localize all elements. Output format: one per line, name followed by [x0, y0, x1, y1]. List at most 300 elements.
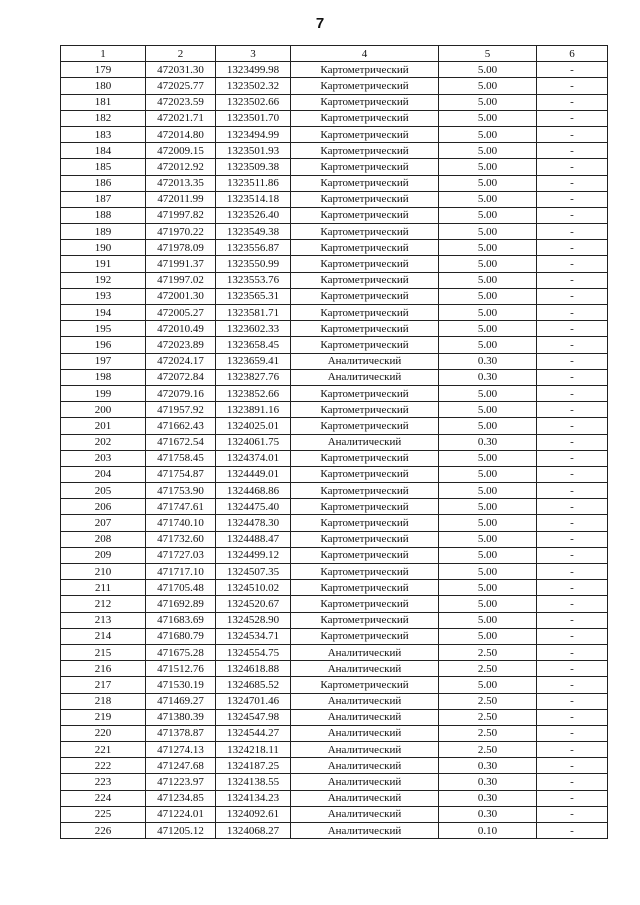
point-number-cell: 215	[61, 644, 146, 660]
point-number-cell: 209	[61, 547, 146, 563]
column-header-5: 5	[439, 46, 537, 62]
page-number: 7	[315, 15, 325, 32]
point-number-cell: 182	[61, 110, 146, 126]
method-cell: Картометрический	[291, 288, 439, 304]
method-cell: Картометрический	[291, 418, 439, 434]
note-cell: -	[537, 337, 608, 353]
y-coordinate-cell: 1323526.40	[216, 207, 291, 223]
note-cell: -	[537, 402, 608, 418]
point-number-cell: 208	[61, 531, 146, 547]
method-cell: Аналитический	[291, 434, 439, 450]
note-cell: -	[537, 483, 608, 499]
y-coordinate-cell: 1324138.55	[216, 774, 291, 790]
method-cell: Аналитический	[291, 353, 439, 369]
note-cell: -	[537, 175, 608, 191]
y-coordinate-cell: 1323549.38	[216, 224, 291, 240]
accuracy-cell: 5.00	[439, 564, 537, 580]
accuracy-cell: 5.00	[439, 418, 537, 434]
method-cell: Аналитический	[291, 758, 439, 774]
x-coordinate-cell: 472010.49	[146, 321, 216, 337]
x-coordinate-cell: 472079.16	[146, 385, 216, 401]
table-row	[61, 693, 608, 709]
point-number-cell: 223	[61, 774, 146, 790]
x-coordinate-cell: 471747.61	[146, 499, 216, 515]
method-cell: Картометрический	[291, 224, 439, 240]
y-coordinate-cell: 1324478.30	[216, 515, 291, 531]
note-cell: -	[537, 224, 608, 240]
x-coordinate-cell: 471274.13	[146, 742, 216, 758]
point-number-cell: 206	[61, 499, 146, 515]
y-coordinate-cell: 1324544.27	[216, 725, 291, 741]
method-cell: Картометрический	[291, 110, 439, 126]
y-coordinate-cell: 1324547.98	[216, 709, 291, 725]
point-number-cell: 226	[61, 823, 146, 839]
y-coordinate-cell: 1323511.86	[216, 175, 291, 191]
y-coordinate-cell: 1324534.71	[216, 628, 291, 644]
x-coordinate-cell: 471205.12	[146, 823, 216, 839]
y-coordinate-cell: 1323514.18	[216, 191, 291, 207]
point-number-cell: 219	[61, 709, 146, 725]
table-row	[61, 823, 608, 839]
method-cell: Картометрический	[291, 515, 439, 531]
method-cell: Картометрический	[291, 450, 439, 466]
point-number-cell: 195	[61, 321, 146, 337]
accuracy-cell: 5.00	[439, 143, 537, 159]
x-coordinate-cell: 471675.28	[146, 644, 216, 660]
note-cell: -	[537, 191, 608, 207]
x-coordinate-cell: 471754.87	[146, 466, 216, 482]
note-cell: -	[537, 547, 608, 563]
table-row	[61, 758, 608, 774]
accuracy-cell: 5.00	[439, 224, 537, 240]
note-cell: -	[537, 693, 608, 709]
table-row	[61, 78, 608, 94]
table-header-row	[61, 46, 608, 62]
point-number-cell: 222	[61, 758, 146, 774]
note-cell: -	[537, 661, 608, 677]
table-row	[61, 709, 608, 725]
accuracy-cell: 5.00	[439, 628, 537, 644]
point-number-cell: 214	[61, 628, 146, 644]
x-coordinate-cell: 471732.60	[146, 531, 216, 547]
x-coordinate-cell: 472023.59	[146, 94, 216, 110]
note-cell: -	[537, 806, 608, 822]
x-coordinate-cell: 471512.76	[146, 661, 216, 677]
x-coordinate-cell: 472001.30	[146, 288, 216, 304]
method-cell: Картометрический	[291, 677, 439, 693]
note-cell: -	[537, 288, 608, 304]
table-body	[61, 62, 608, 839]
x-coordinate-cell: 471692.89	[146, 596, 216, 612]
y-coordinate-cell: 1323852.66	[216, 385, 291, 401]
table-row	[61, 240, 608, 256]
x-coordinate-cell: 472023.89	[146, 337, 216, 353]
note-cell: -	[537, 450, 608, 466]
y-coordinate-cell: 1324520.67	[216, 596, 291, 612]
x-coordinate-cell: 471680.79	[146, 628, 216, 644]
note-cell: -	[537, 612, 608, 628]
table-row	[61, 207, 608, 223]
accuracy-cell: 5.00	[439, 596, 537, 612]
note-cell: -	[537, 126, 608, 142]
method-cell: Картометрический	[291, 126, 439, 142]
y-coordinate-cell: 1323581.71	[216, 305, 291, 321]
method-cell: Картометрический	[291, 499, 439, 515]
x-coordinate-cell: 471740.10	[146, 515, 216, 531]
accuracy-cell: 5.00	[439, 159, 537, 175]
method-cell: Картометрический	[291, 62, 439, 78]
note-cell: -	[537, 385, 608, 401]
y-coordinate-cell: 1324618.88	[216, 661, 291, 677]
y-coordinate-cell: 1324488.47	[216, 531, 291, 547]
accuracy-cell: 5.00	[439, 515, 537, 531]
note-cell: -	[537, 758, 608, 774]
table-row	[61, 353, 608, 369]
accuracy-cell: 0.30	[439, 353, 537, 369]
note-cell: -	[537, 515, 608, 531]
note-cell: -	[537, 110, 608, 126]
x-coordinate-cell: 472021.71	[146, 110, 216, 126]
y-coordinate-cell: 1323553.76	[216, 272, 291, 288]
y-coordinate-cell: 1324510.02	[216, 580, 291, 596]
method-cell: Картометрический	[291, 207, 439, 223]
point-number-cell: 212	[61, 596, 146, 612]
method-cell: Аналитический	[291, 774, 439, 790]
y-coordinate-cell: 1323494.99	[216, 126, 291, 142]
note-cell: -	[537, 305, 608, 321]
y-coordinate-cell: 1324187.25	[216, 758, 291, 774]
column-header-1: 1	[61, 46, 146, 62]
accuracy-cell: 2.50	[439, 742, 537, 758]
method-cell: Картометрический	[291, 531, 439, 547]
method-cell: Картометрический	[291, 385, 439, 401]
accuracy-cell: 5.00	[439, 499, 537, 515]
y-coordinate-cell: 1324528.90	[216, 612, 291, 628]
table-row	[61, 288, 608, 304]
accuracy-cell: 5.00	[439, 337, 537, 353]
y-coordinate-cell: 1324499.12	[216, 547, 291, 563]
x-coordinate-cell: 471727.03	[146, 547, 216, 563]
table-row	[61, 62, 608, 78]
point-number-cell: 199	[61, 385, 146, 401]
point-number-cell: 192	[61, 272, 146, 288]
accuracy-cell: 0.30	[439, 434, 537, 450]
point-number-cell: 204	[61, 466, 146, 482]
point-number-cell: 191	[61, 256, 146, 272]
table-row	[61, 272, 608, 288]
accuracy-cell: 2.50	[439, 693, 537, 709]
accuracy-cell: 5.00	[439, 62, 537, 78]
note-cell: -	[537, 499, 608, 515]
note-cell: -	[537, 256, 608, 272]
accuracy-cell: 5.00	[439, 677, 537, 693]
accuracy-cell: 5.00	[439, 450, 537, 466]
table-row	[61, 191, 608, 207]
accuracy-cell: 5.00	[439, 175, 537, 191]
accuracy-cell: 5.00	[439, 321, 537, 337]
note-cell: -	[537, 418, 608, 434]
note-cell: -	[537, 369, 608, 385]
note-cell: -	[537, 677, 608, 693]
table-row	[61, 499, 608, 515]
table-row	[61, 256, 608, 272]
table-row	[61, 774, 608, 790]
accuracy-cell: 5.00	[439, 94, 537, 110]
method-cell: Картометрический	[291, 596, 439, 612]
table-row	[61, 596, 608, 612]
table-row	[61, 515, 608, 531]
note-cell: -	[537, 774, 608, 790]
note-cell: -	[537, 823, 608, 839]
y-coordinate-cell: 1323501.93	[216, 143, 291, 159]
y-coordinate-cell: 1324468.86	[216, 483, 291, 499]
y-coordinate-cell: 1324685.52	[216, 677, 291, 693]
accuracy-cell: 5.00	[439, 547, 537, 563]
note-cell: -	[537, 78, 608, 94]
method-cell: Картометрический	[291, 175, 439, 191]
x-coordinate-cell: 471380.39	[146, 709, 216, 725]
x-coordinate-cell: 471978.09	[146, 240, 216, 256]
x-coordinate-cell: 471378.87	[146, 725, 216, 741]
note-cell: -	[537, 207, 608, 223]
point-number-cell: 200	[61, 402, 146, 418]
accuracy-cell: 0.30	[439, 758, 537, 774]
table-row	[61, 159, 608, 175]
note-cell: -	[537, 628, 608, 644]
table-row	[61, 321, 608, 337]
x-coordinate-cell: 471683.69	[146, 612, 216, 628]
y-coordinate-cell: 1323658.45	[216, 337, 291, 353]
y-coordinate-cell: 1324068.27	[216, 823, 291, 839]
accuracy-cell: 5.00	[439, 466, 537, 482]
column-header-4: 4	[291, 46, 439, 62]
table-row	[61, 94, 608, 110]
method-cell: Картометрический	[291, 547, 439, 563]
y-coordinate-cell: 1323565.31	[216, 288, 291, 304]
x-coordinate-cell: 472024.17	[146, 353, 216, 369]
y-coordinate-cell: 1323602.33	[216, 321, 291, 337]
table-row	[61, 806, 608, 822]
accuracy-cell: 2.50	[439, 725, 537, 741]
method-cell: Аналитический	[291, 369, 439, 385]
note-cell: -	[537, 272, 608, 288]
note-cell: -	[537, 580, 608, 596]
point-number-cell: 187	[61, 191, 146, 207]
method-cell: Картометрический	[291, 94, 439, 110]
accuracy-cell: 5.00	[439, 126, 537, 142]
accuracy-cell: 5.00	[439, 612, 537, 628]
accuracy-cell: 5.00	[439, 580, 537, 596]
note-cell: -	[537, 564, 608, 580]
table-row	[61, 110, 608, 126]
accuracy-cell: 5.00	[439, 305, 537, 321]
note-cell: -	[537, 353, 608, 369]
point-number-cell: 193	[61, 288, 146, 304]
x-coordinate-cell: 472005.27	[146, 305, 216, 321]
y-coordinate-cell: 1324025.01	[216, 418, 291, 434]
x-coordinate-cell: 471997.02	[146, 272, 216, 288]
y-coordinate-cell: 1323550.99	[216, 256, 291, 272]
x-coordinate-cell: 471662.43	[146, 418, 216, 434]
table-row	[61, 742, 608, 758]
x-coordinate-cell: 472072.84	[146, 369, 216, 385]
accuracy-cell: 5.00	[439, 402, 537, 418]
y-coordinate-cell: 1323659.41	[216, 353, 291, 369]
note-cell: -	[537, 143, 608, 159]
method-cell: Картометрический	[291, 143, 439, 159]
x-coordinate-cell: 471234.85	[146, 790, 216, 806]
point-number-cell: 203	[61, 450, 146, 466]
column-header-2: 2	[146, 46, 216, 62]
note-cell: -	[537, 742, 608, 758]
note-cell: -	[537, 94, 608, 110]
table-row	[61, 725, 608, 741]
note-cell: -	[537, 644, 608, 660]
point-number-cell: 186	[61, 175, 146, 191]
accuracy-cell: 5.00	[439, 385, 537, 401]
y-coordinate-cell: 1323501.70	[216, 110, 291, 126]
accuracy-cell: 5.00	[439, 256, 537, 272]
method-cell: Картометрический	[291, 321, 439, 337]
y-coordinate-cell: 1324092.61	[216, 806, 291, 822]
point-number-cell: 194	[61, 305, 146, 321]
accuracy-cell: 0.30	[439, 774, 537, 790]
x-coordinate-cell: 472031.30	[146, 62, 216, 78]
table-row	[61, 224, 608, 240]
x-coordinate-cell: 471758.45	[146, 450, 216, 466]
method-cell: Картометрический	[291, 256, 439, 272]
accuracy-cell: 0.10	[439, 823, 537, 839]
accuracy-cell: 2.50	[439, 661, 537, 677]
x-coordinate-cell: 471991.37	[146, 256, 216, 272]
table-row	[61, 483, 608, 499]
y-coordinate-cell: 1323502.66	[216, 94, 291, 110]
method-cell: Аналитический	[291, 790, 439, 806]
x-coordinate-cell: 471469.27	[146, 693, 216, 709]
x-coordinate-cell: 471247.68	[146, 758, 216, 774]
note-cell: -	[537, 466, 608, 482]
accuracy-cell: 2.50	[439, 644, 537, 660]
y-coordinate-cell: 1324475.40	[216, 499, 291, 515]
method-cell: Картометрический	[291, 240, 439, 256]
x-coordinate-cell: 471997.82	[146, 207, 216, 223]
x-coordinate-cell: 472013.35	[146, 175, 216, 191]
accuracy-cell: 0.30	[439, 790, 537, 806]
y-coordinate-cell: 1323827.76	[216, 369, 291, 385]
point-number-cell: 198	[61, 369, 146, 385]
accuracy-cell: 5.00	[439, 207, 537, 223]
table-row	[61, 564, 608, 580]
y-coordinate-cell: 1324134.23	[216, 790, 291, 806]
method-cell: Картометрический	[291, 191, 439, 207]
accuracy-cell: 0.30	[439, 369, 537, 385]
point-number-cell: 184	[61, 143, 146, 159]
accuracy-cell: 0.30	[439, 806, 537, 822]
accuracy-cell: 5.00	[439, 531, 537, 547]
point-number-cell: 196	[61, 337, 146, 353]
point-number-cell: 185	[61, 159, 146, 175]
table-row	[61, 175, 608, 191]
table-row	[61, 580, 608, 596]
method-cell: Картометрический	[291, 483, 439, 499]
point-number-cell: 225	[61, 806, 146, 822]
table-row	[61, 418, 608, 434]
note-cell: -	[537, 240, 608, 256]
point-number-cell: 189	[61, 224, 146, 240]
table-row	[61, 677, 608, 693]
accuracy-cell: 5.00	[439, 78, 537, 94]
column-header-6: 6	[537, 46, 608, 62]
note-cell: -	[537, 709, 608, 725]
point-number-cell: 216	[61, 661, 146, 677]
point-number-cell: 218	[61, 693, 146, 709]
y-coordinate-cell: 1323556.87	[216, 240, 291, 256]
y-coordinate-cell: 1324701.46	[216, 693, 291, 709]
table-row	[61, 369, 608, 385]
point-number-cell: 197	[61, 353, 146, 369]
method-cell: Картометрический	[291, 305, 439, 321]
x-coordinate-cell: 471970.22	[146, 224, 216, 240]
y-coordinate-cell: 1323891.16	[216, 402, 291, 418]
x-coordinate-cell: 471717.10	[146, 564, 216, 580]
note-cell: -	[537, 159, 608, 175]
note-cell: -	[537, 434, 608, 450]
table-row	[61, 466, 608, 482]
table-row	[61, 628, 608, 644]
method-cell: Картометрический	[291, 78, 439, 94]
y-coordinate-cell: 1324507.35	[216, 564, 291, 580]
method-cell: Аналитический	[291, 725, 439, 741]
y-coordinate-cell: 1324554.75	[216, 644, 291, 660]
point-number-cell: 220	[61, 725, 146, 741]
method-cell: Картометрический	[291, 337, 439, 353]
method-cell: Аналитический	[291, 661, 439, 677]
note-cell: -	[537, 790, 608, 806]
point-number-cell: 224	[61, 790, 146, 806]
y-coordinate-cell: 1323499.98	[216, 62, 291, 78]
method-cell: Картометрический	[291, 402, 439, 418]
point-number-cell: 181	[61, 94, 146, 110]
table-row	[61, 790, 608, 806]
y-coordinate-cell: 1324449.01	[216, 466, 291, 482]
point-number-cell: 221	[61, 742, 146, 758]
method-cell: Аналитический	[291, 644, 439, 660]
point-number-cell: 205	[61, 483, 146, 499]
table-row	[61, 531, 608, 547]
point-number-cell: 201	[61, 418, 146, 434]
x-coordinate-cell: 471224.01	[146, 806, 216, 822]
table-row	[61, 434, 608, 450]
table-row	[61, 612, 608, 628]
method-cell: Картометрический	[291, 564, 439, 580]
accuracy-cell: 5.00	[439, 110, 537, 126]
note-cell: -	[537, 62, 608, 78]
method-cell: Аналитический	[291, 823, 439, 839]
table-row	[61, 644, 608, 660]
x-coordinate-cell: 471957.92	[146, 402, 216, 418]
method-cell: Картометрический	[291, 612, 439, 628]
note-cell: -	[537, 321, 608, 337]
method-cell: Аналитический	[291, 709, 439, 725]
point-number-cell: 202	[61, 434, 146, 450]
method-cell: Аналитический	[291, 806, 439, 822]
accuracy-cell: 5.00	[439, 483, 537, 499]
table-row	[61, 143, 608, 159]
table-row	[61, 402, 608, 418]
note-cell: -	[537, 531, 608, 547]
point-number-cell: 213	[61, 612, 146, 628]
x-coordinate-cell: 472011.99	[146, 191, 216, 207]
